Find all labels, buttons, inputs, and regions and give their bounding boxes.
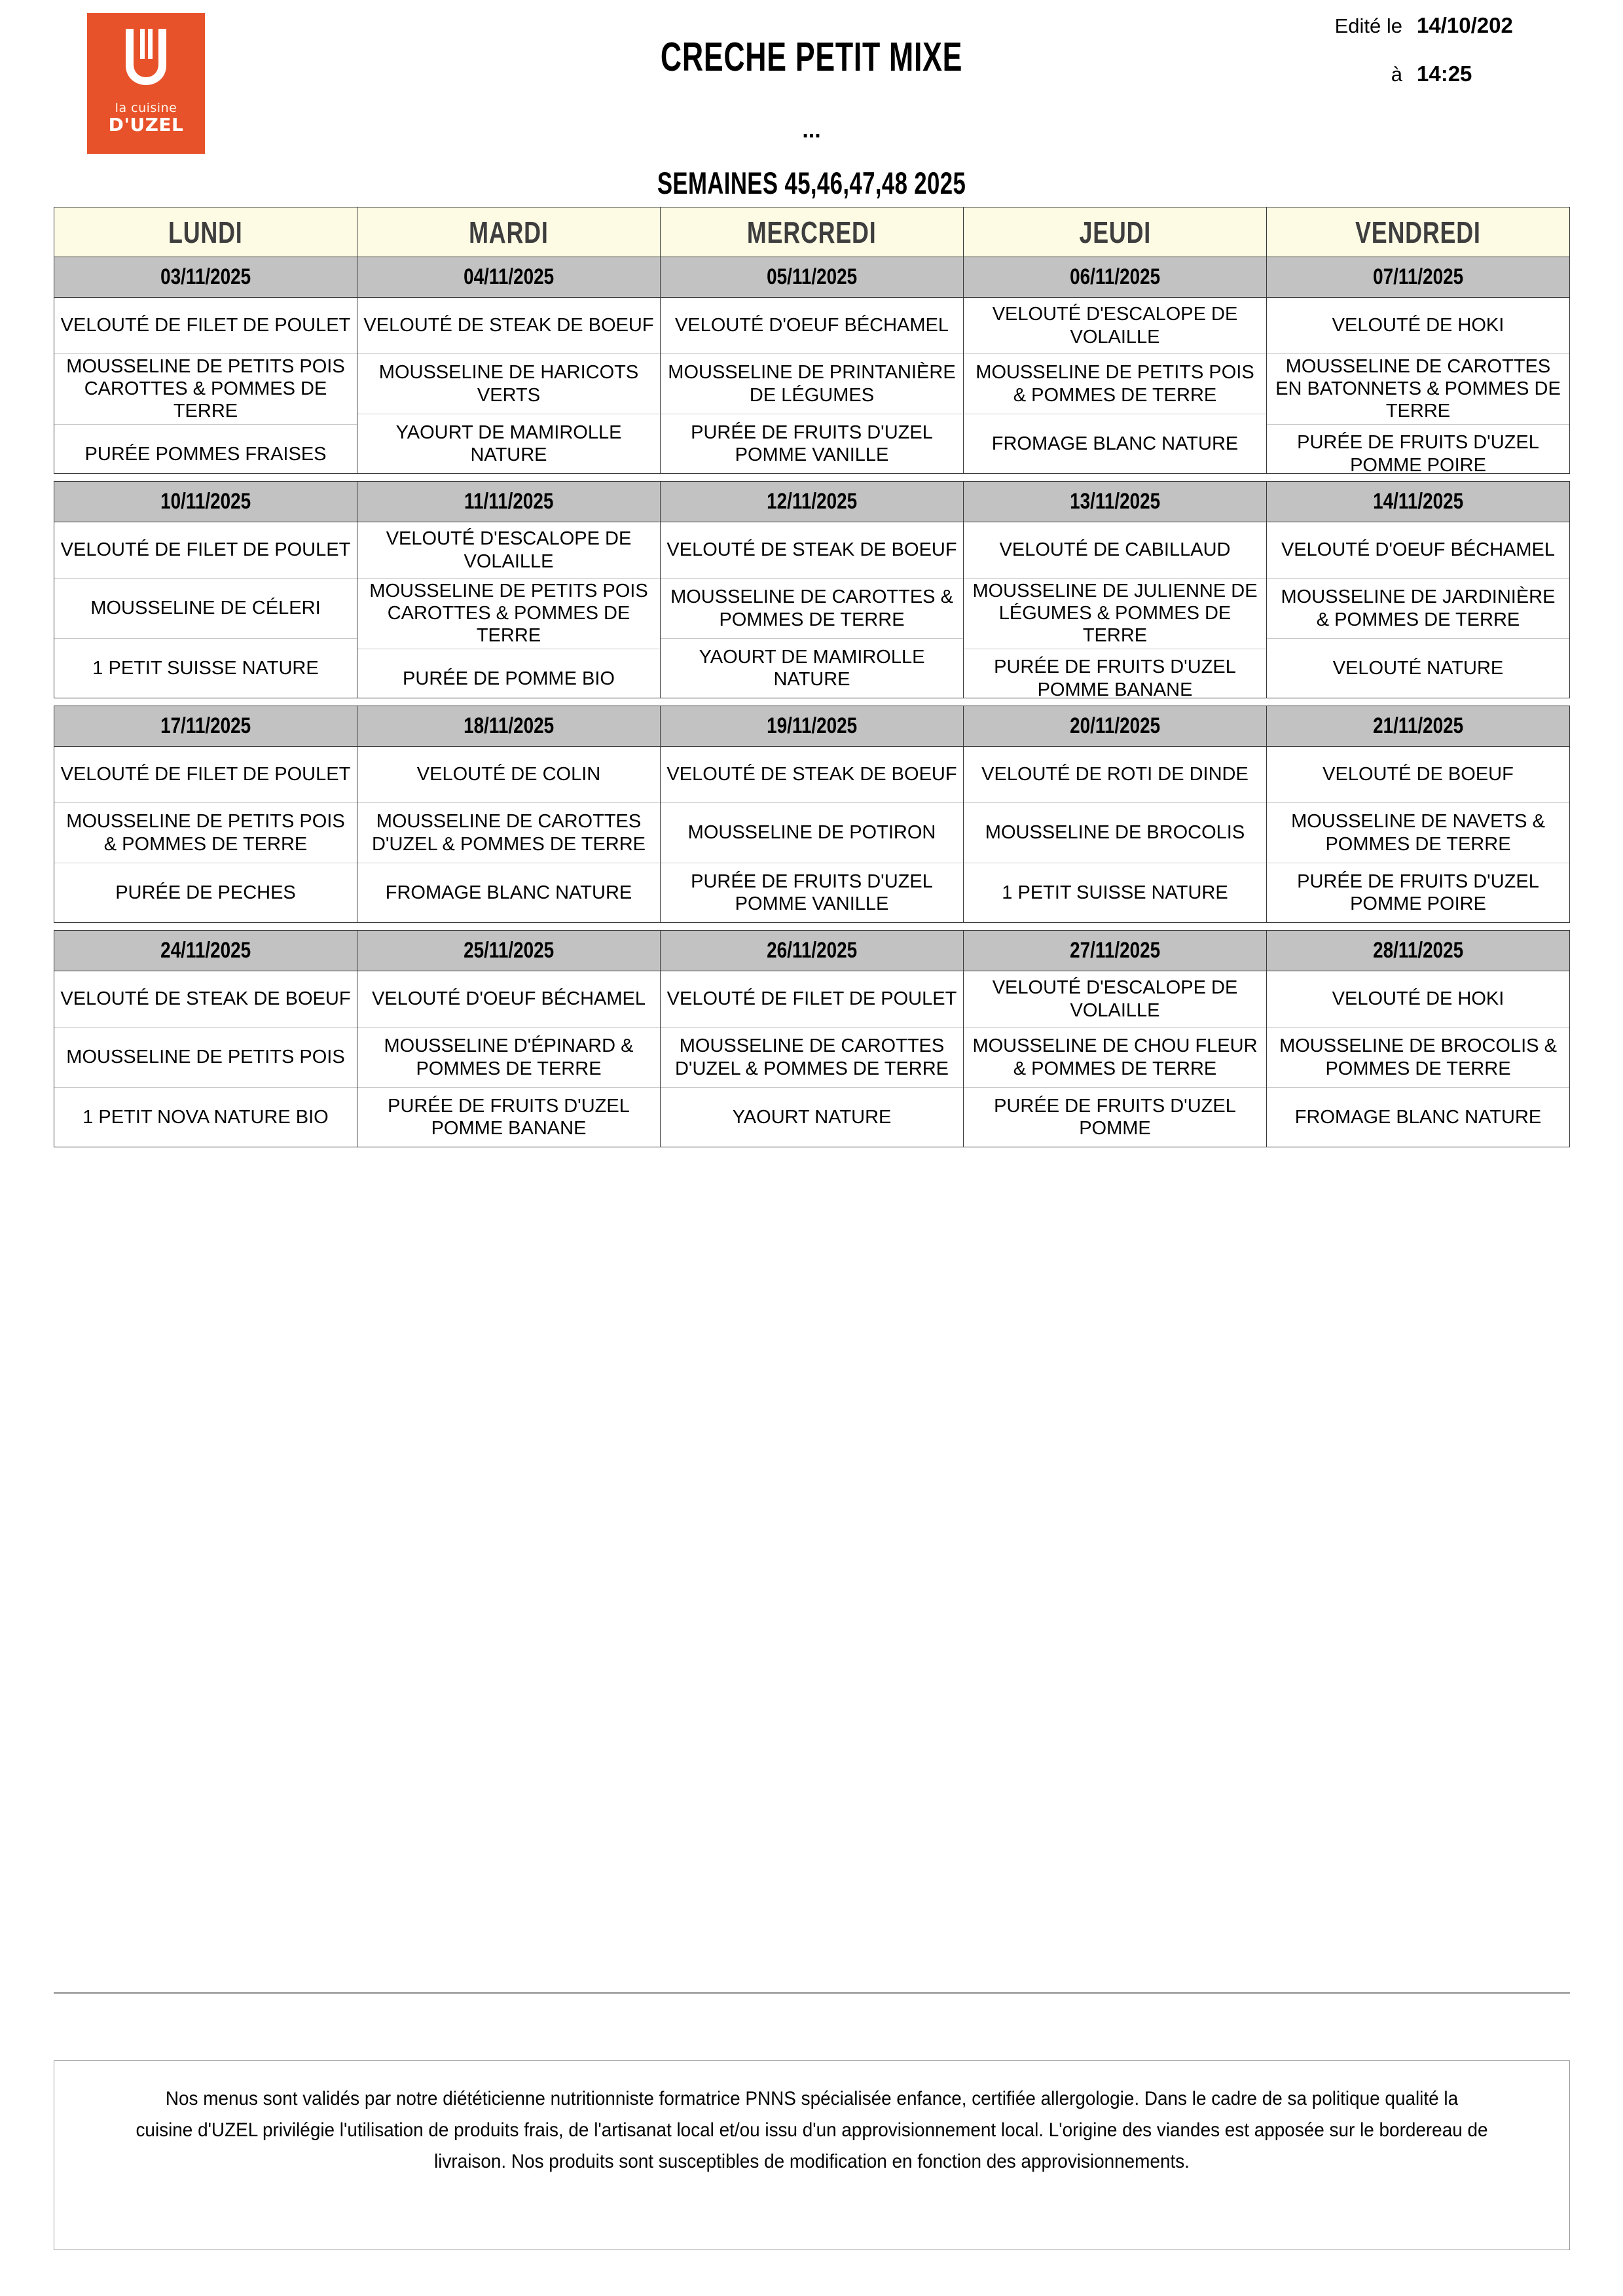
- date-cell: [54, 706, 357, 747]
- menu-day-cell: [964, 298, 1267, 474]
- page-title: CRECHE PETIT MIXE: [660, 35, 963, 80]
- meal-stack: [661, 522, 963, 698]
- date-cell: [357, 931, 661, 971]
- date-cell: [357, 257, 661, 298]
- week-separator: [54, 698, 1570, 706]
- date-cell: [964, 706, 1267, 747]
- menu-day-cell: [661, 522, 964, 698]
- date-label: 20/11/2025: [1069, 713, 1160, 738]
- dessert-item: PURÉE DE FRUITS D'UZEL POMME POIRE: [1297, 432, 1539, 476]
- day-header-label: LUNDI: [168, 215, 243, 249]
- week-separator-cell: [1267, 923, 1570, 931]
- logo-subtitle-line2: D'UZEL: [108, 114, 184, 135]
- entree-item: VELOUTÉ DE STEAK DE BOEUF: [661, 522, 963, 579]
- meal-stack: [964, 522, 1266, 698]
- dessert-item: PURÉE DE FRUITS D'UZEL POMME BANANE: [388, 1095, 630, 1139]
- meal-stack: [54, 747, 357, 922]
- week-separator-cell: [1267, 698, 1570, 706]
- main-dish-item: MOUSSELINE DE PETITS POIS CAROTTES & POMMES DE TERRE: [357, 579, 660, 649]
- dessert-item: 1 PETIT NOVA NATURE BIO: [82, 1106, 329, 1128]
- main-dish-item: MOUSSELINE DE PETITS POIS & POMMES DE TERRE: [964, 354, 1266, 414]
- meal-stack: [54, 298, 357, 473]
- meal-stack: [661, 971, 963, 1147]
- main-dish-item: MOUSSELINE DE CAROTTES D'UZEL & POMMES DE TERRE: [357, 803, 660, 863]
- week-separator-cell: [964, 923, 1267, 931]
- week-meal-row: [54, 971, 1570, 1147]
- entree-item: VELOUTÉ DE COLIN: [357, 747, 660, 803]
- meal-stack: [661, 747, 963, 922]
- edition-info: [1276, 13, 1551, 110]
- date-cell: [964, 482, 1267, 522]
- main-dish-item: MOUSSELINE DE BROCOLIS & POMMES DE TERRE: [1267, 1028, 1569, 1088]
- main-dish-item: MOUSSELINE DE PRINTANIÈRE DE LÉGUMES: [661, 354, 963, 414]
- dessert-item: PURÉE DE POMME BIO: [403, 668, 615, 689]
- date-label: 11/11/2025: [464, 489, 554, 514]
- dessert-item: YAOURT DE MAMIROLLE NATURE: [395, 422, 622, 465]
- main-dish-item: MOUSSELINE DE PETITS POIS CAROTTES & POMMES DE TERRE: [54, 354, 357, 425]
- entree-item: VELOUTÉ DE STEAK DE BOEUF: [661, 747, 963, 803]
- date-label: 28/11/2025: [1372, 938, 1463, 963]
- menu-day-cell: [1267, 522, 1570, 698]
- entree-item: VELOUTÉ DE HOKI: [1267, 298, 1569, 354]
- date-cell: [54, 257, 357, 298]
- menu-day-cell: [54, 298, 357, 474]
- entree-item: VELOUTÉ DE FILET DE POULET: [54, 522, 357, 579]
- meal-stack: [1267, 298, 1569, 476]
- menu-day-cell: [357, 747, 661, 923]
- day-header-lundi: [54, 207, 357, 257]
- entree-item: VELOUTÉ DE ROTI DE DINDE: [964, 747, 1266, 803]
- dessert-item: PURÉE DE FRUITS D'UZEL POMME BANANE: [994, 656, 1236, 700]
- week-date-row: [54, 482, 1570, 522]
- date-cell: [54, 931, 357, 971]
- week-date-row: [54, 706, 1570, 747]
- date-label: 25/11/2025: [463, 938, 554, 963]
- menu-day-cell: [964, 747, 1267, 923]
- main-dish-item: MOUSSELINE D'ÉPINARD & POMMES DE TERRE: [357, 1028, 660, 1088]
- date-cell: [964, 931, 1267, 971]
- day-header-label: VENDREDI: [1355, 215, 1481, 249]
- edited-at-value: 14:25: [1417, 62, 1472, 86]
- edition-time-row: [1276, 62, 1551, 86]
- week-separator: [54, 923, 1570, 931]
- date-label: 27/11/2025: [1069, 938, 1160, 963]
- logo-subtitle-line1: la cuisine: [115, 101, 177, 115]
- dessert-item: PURÉE DE FRUITS D'UZEL POMME VANILLE: [691, 870, 933, 914]
- date-cell: [1267, 257, 1570, 298]
- weeks-subtitle: SEMAINES 45,46,47,48 2025: [657, 166, 966, 200]
- menu-day-cell: [357, 298, 661, 474]
- date-cell: [357, 706, 661, 747]
- day-header-vendredi: [1267, 207, 1570, 257]
- main-dish-item: MOUSSELINE DE CAROTTES & POMMES DE TERRE: [661, 579, 963, 639]
- entree-item: VELOUTÉ DE STEAK DE BOEUF: [357, 298, 660, 354]
- dessert-item: YAOURT DE MAMIROLLE NATURE: [699, 646, 925, 690]
- main-dish-item: MOUSSELINE DE JULIENNE DE LÉGUMES & POMMES DE TERRE: [964, 579, 1266, 649]
- meal-stack: [357, 522, 660, 698]
- meal-stack: [54, 522, 357, 698]
- main-dish-item: MOUSSELINE DE POTIRON: [661, 803, 963, 863]
- main-dish-item: MOUSSELINE DE HARICOTS VERTS: [357, 354, 660, 414]
- meal-stack: [964, 747, 1266, 922]
- meal-stack: [54, 971, 357, 1147]
- date-cell: [661, 257, 964, 298]
- entree-item: VELOUTÉ DE BOEUF: [1267, 747, 1569, 803]
- date-label: 19/11/2025: [766, 713, 857, 738]
- entree-item: VELOUTÉ DE FILET DE POULET: [661, 971, 963, 1028]
- footer-divider: [54, 1992, 1570, 1994]
- meal-stack: [357, 298, 660, 473]
- dessert-item: PURÉE DE FRUITS D'UZEL POMME: [994, 1095, 1236, 1139]
- week-meal-row: [54, 522, 1570, 698]
- date-cell: [661, 482, 964, 522]
- menu-day-cell: [54, 522, 357, 698]
- main-dish-item: MOUSSELINE DE NAVETS & POMMES DE TERRE: [1267, 803, 1569, 863]
- meal-stack: [964, 298, 1266, 473]
- meal-stack: [1267, 522, 1569, 698]
- dessert-item: YAOURT NATURE: [732, 1106, 892, 1128]
- menu-day-cell: [357, 971, 661, 1147]
- week-meal-row: [54, 298, 1570, 474]
- footer-disclaimer-box: [54, 2060, 1570, 2250]
- date-label: 21/11/2025: [1372, 713, 1463, 738]
- menu-day-cell: [54, 747, 357, 923]
- entree-item: VELOUTÉ DE CABILLAUD: [964, 522, 1266, 579]
- day-header-label: JEUDI: [1079, 215, 1151, 249]
- date-cell: [1267, 931, 1570, 971]
- week-date-row: [54, 931, 1570, 971]
- dessert-item: PURÉE DE FRUITS D'UZEL POMME VANILLE: [691, 422, 933, 465]
- day-header-mercredi: [661, 207, 964, 257]
- main-dish-item: MOUSSELINE DE CÉLERI: [54, 579, 357, 639]
- day-header-mardi: [357, 207, 661, 257]
- date-label: 06/11/2025: [1069, 264, 1160, 289]
- entree-item: VELOUTÉ D'ESCALOPE DE VOLAILLE: [357, 522, 660, 579]
- date-cell: [54, 482, 357, 522]
- dessert-item: PURÉE DE PECHES: [115, 882, 296, 903]
- date-label: 14/11/2025: [1372, 489, 1463, 514]
- title-ellipsis: ...: [802, 118, 821, 143]
- menu-day-cell: [357, 522, 661, 698]
- meal-stack: [964, 971, 1266, 1147]
- dessert-item: 1 PETIT SUISSE NATURE: [1002, 882, 1228, 903]
- disclaimer-text: Nos menus sont validés par notre diététicienne nutritionniste formatrice PNNS spécialisée enfance, certifiée allergologie. Dans le cadre de sa politique qualité la cuisine d'UZEL privilégie l'utilisation de produits frais, de l'artisanat local et/ou issu d'un approvisionnement local. L'origine des viandes est apposée sur le bordereau de livraison. Nos produits sont susceptibles de modification en fonction des approvisionnements.: [136, 2088, 1488, 2172]
- week-separator-cell: [964, 474, 1267, 482]
- date-label: 12/11/2025: [766, 489, 857, 514]
- entree-item: VELOUTÉ D'OEUF BÉCHAMEL: [661, 298, 963, 354]
- dessert-item: PURÉE DE FRUITS D'UZEL POMME POIRE: [1297, 870, 1539, 914]
- date-label: 17/11/2025: [160, 713, 251, 738]
- week-meal-row: [54, 747, 1570, 923]
- dessert-item: PURÉE POMMES FRAISES: [84, 443, 327, 465]
- menu-day-cell: [1267, 298, 1570, 474]
- date-label: 26/11/2025: [766, 938, 857, 963]
- date-label: 05/11/2025: [766, 264, 857, 289]
- entree-item: VELOUTÉ DE STEAK DE BOEUF: [54, 971, 357, 1028]
- entree-item: VELOUTÉ D'OEUF BÉCHAMEL: [357, 971, 660, 1028]
- edited-on-label: Edité le: [1334, 14, 1402, 37]
- date-label: 04/11/2025: [463, 264, 554, 289]
- week-separator-cell: [357, 474, 661, 482]
- date-cell: [357, 482, 661, 522]
- meal-stack: [357, 747, 660, 922]
- date-label: 18/11/2025: [463, 713, 554, 738]
- edited-on-value: 14/10/202: [1417, 13, 1513, 37]
- edited-at-label: à: [1391, 63, 1402, 86]
- week-separator-cell: [661, 474, 964, 482]
- dessert-item: 1 PETIT SUISSE NATURE: [92, 657, 319, 679]
- menu-day-cell: [1267, 971, 1570, 1147]
- date-cell: [1267, 706, 1570, 747]
- day-header-jeudi: [964, 207, 1267, 257]
- week-separator-cell: [54, 698, 357, 706]
- date-label: 10/11/2025: [160, 489, 251, 514]
- main-dish-item: MOUSSELINE DE CAROTTES D'UZEL & POMMES DE TERRE: [661, 1028, 963, 1088]
- day-header-row: [54, 207, 1570, 257]
- menu-day-cell: [661, 747, 964, 923]
- dessert-item: FROMAGE BLANC NATURE: [991, 433, 1239, 454]
- main-dish-item: MOUSSELINE DE CHOU FLEUR & POMMES DE TERRE: [964, 1028, 1266, 1088]
- edition-date-row: [1276, 13, 1551, 38]
- page-header: [0, 0, 1623, 200]
- fork-icon: [120, 27, 172, 93]
- date-label: 07/11/2025: [1372, 264, 1463, 289]
- meal-stack: [1267, 971, 1569, 1147]
- date-cell: [661, 706, 964, 747]
- menu-day-cell: [661, 298, 964, 474]
- main-dish-item: MOUSSELINE DE JARDINIÈRE & POMMES DE TERRE: [1267, 579, 1569, 639]
- meal-stack: [1267, 747, 1569, 922]
- dessert-item: VELOUTÉ NATURE: [1332, 657, 1504, 679]
- menu-day-cell: [661, 971, 964, 1147]
- date-cell: [1267, 482, 1570, 522]
- day-header-label: MARDI: [469, 215, 549, 249]
- entree-item: VELOUTÉ D'ESCALOPE DE VOLAILLE: [964, 298, 1266, 354]
- week-date-row: [54, 257, 1570, 298]
- entree-item: VELOUTÉ DE FILET DE POULET: [54, 298, 357, 354]
- entree-item: VELOUTÉ D'ESCALOPE DE VOLAILLE: [964, 971, 1266, 1028]
- meal-stack: [661, 298, 963, 473]
- week-separator-cell: [661, 698, 964, 706]
- main-dish-item: MOUSSELINE DE PETITS POIS & POMMES DE TERRE: [54, 803, 357, 863]
- menu-day-cell: [964, 522, 1267, 698]
- week-separator-cell: [54, 923, 357, 931]
- meal-stack: [357, 971, 660, 1147]
- entree-item: VELOUTÉ D'OEUF BÉCHAMEL: [1267, 522, 1569, 579]
- dessert-item: FROMAGE BLANC NATURE: [385, 882, 632, 903]
- menu-day-cell: [1267, 747, 1570, 923]
- week-separator-cell: [357, 923, 661, 931]
- main-dish-item: MOUSSELINE DE BROCOLIS: [964, 803, 1266, 863]
- week-separator-cell: [661, 923, 964, 931]
- main-dish-item: MOUSSELINE DE PETITS POIS: [54, 1028, 357, 1088]
- menu-day-cell: [54, 971, 357, 1147]
- entree-item: VELOUTÉ DE HOKI: [1267, 971, 1569, 1028]
- day-header-label: MERCREDI: [747, 215, 877, 249]
- date-cell: [661, 931, 964, 971]
- menu-table: [54, 207, 1570, 1147]
- dessert-item: FROMAGE BLANC NATURE: [1294, 1106, 1542, 1128]
- menu-day-cell: [964, 971, 1267, 1147]
- date-label: 03/11/2025: [160, 264, 251, 289]
- date-label: 13/11/2025: [1069, 489, 1160, 514]
- main-dish-item: MOUSSELINE DE CAROTTES EN BATONNETS & POMMES DE TERRE: [1267, 354, 1569, 425]
- date-cell: [964, 257, 1267, 298]
- date-label: 24/11/2025: [160, 938, 251, 963]
- entree-item: VELOUTÉ DE FILET DE POULET: [54, 747, 357, 803]
